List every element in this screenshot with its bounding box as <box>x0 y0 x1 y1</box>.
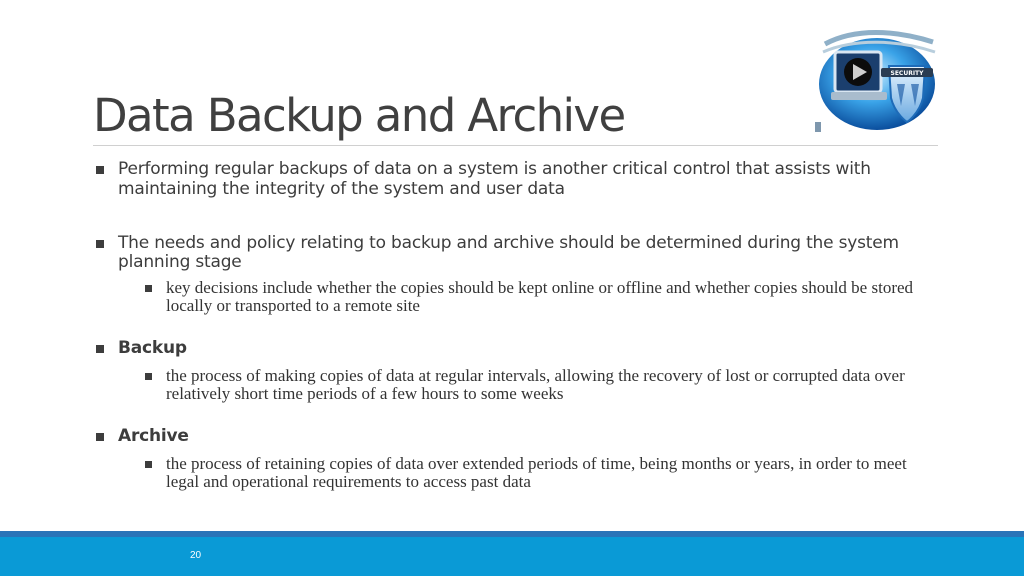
bullet-text: The needs and policy relating to backup and archive should be determined during the system planning stage <box>118 233 899 272</box>
bullet-heading-backup: Backup <box>118 338 187 358</box>
security-shield-icon <box>815 22 939 132</box>
bullet-text: Performing regular backups of data on a system is another critical control that assists with maintaining the integrity of the system and user data <box>118 159 871 199</box>
title-underline <box>93 145 938 146</box>
sub-bullet-text: the process of making copies of data at regular intervals, allowing the recovery of lost or corrupted data over relatively short time periods of a few hours to some weeks <box>166 366 905 403</box>
sub-bullet-text: the process of retaining copies of data over extended periods of time, being months or years, in order to meet legal and operational requirements to access past data <box>166 454 907 491</box>
bullet-heading-archive: Archive <box>118 426 189 446</box>
slide-title: Data Backup and Archive <box>93 89 625 142</box>
footer-band <box>0 537 1024 576</box>
sub-bullet-marker <box>145 373 152 380</box>
bullet-marker <box>96 433 104 441</box>
bullet-marker <box>96 345 104 353</box>
bullet-marker <box>96 166 104 174</box>
sub-bullet-text: key decisions include whether the copies should be kept online or offline and whether copies should be stored locally or transported to a remote site <box>166 278 914 315</box>
page-number: 20 <box>190 550 202 561</box>
security-badge-text: SECURITY <box>890 70 924 77</box>
sub-bullet-marker <box>145 285 152 292</box>
sub-bullet-marker <box>145 461 152 468</box>
bullet-marker <box>96 240 104 248</box>
